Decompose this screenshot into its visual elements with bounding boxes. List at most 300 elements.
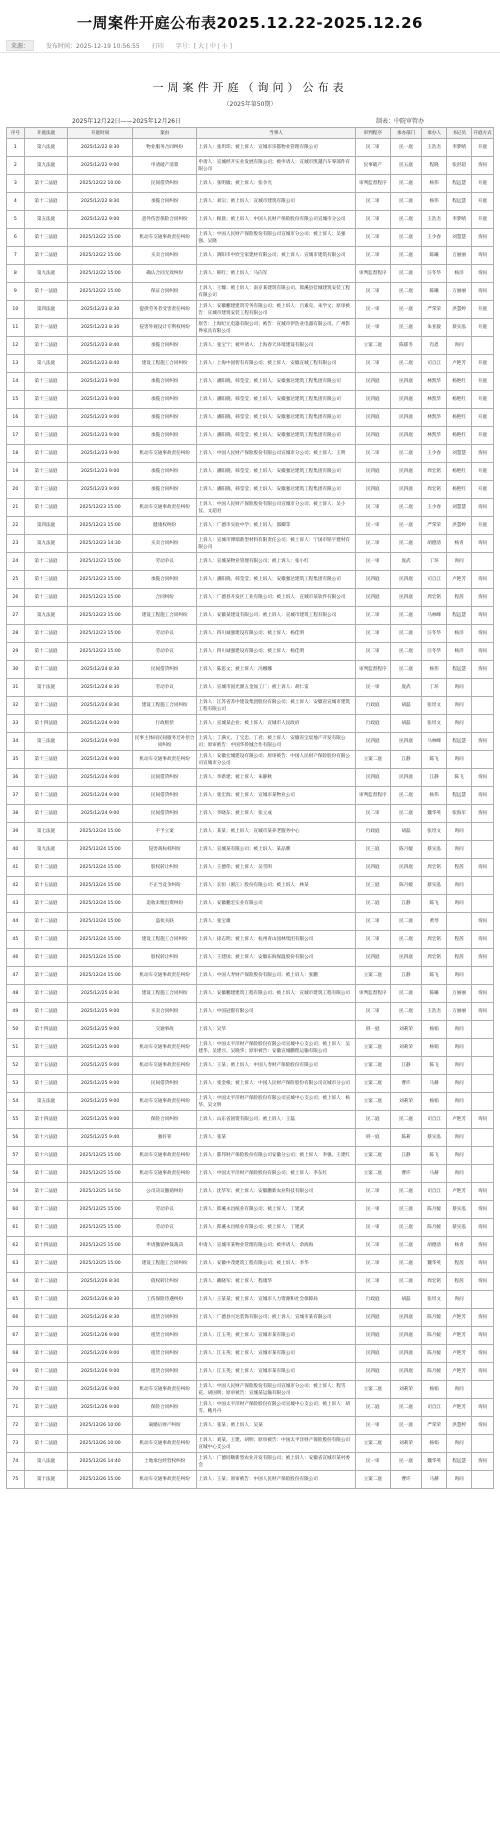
table-cell: 询问	[472, 1237, 494, 1255]
table-row	[7, 499, 494, 517]
table-cell: 第十二法庭	[24, 1183, 68, 1201]
table-cell: 第九法庭	[24, 157, 68, 175]
table-cell: 民二庭	[390, 535, 421, 553]
table-cell: 第十三法庭	[24, 1039, 68, 1057]
table-cell: 立案二庭	[355, 1147, 390, 1165]
table-cell: 立案二庭	[355, 1471, 390, 1489]
table-cell: 3	[7, 175, 25, 193]
table-cell: 上诉人：广德县开发区工业有限公司；被上诉人：宣城市某软件有限公司	[197, 589, 355, 607]
table-cell: 上诉人：王某；被上诉人：中国人寿财产保险股份有限公司	[197, 1057, 355, 1075]
table-cell: 民四庭	[390, 409, 421, 427]
table-cell: 程晓	[422, 157, 447, 175]
table-cell: 杨娟	[422, 1093, 447, 1111]
table-cell: 陈曦	[422, 283, 447, 301]
table-cell	[472, 877, 494, 895]
table-cell: 民四庭	[355, 373, 390, 391]
table-cell: 30	[7, 661, 25, 679]
table-cell: 开庭	[472, 409, 494, 427]
table-cell: 1	[7, 139, 25, 157]
table-cell: 第十二法庭	[24, 895, 68, 913]
table-cell: 民四庭	[390, 1309, 421, 1327]
table-cell	[472, 1435, 494, 1453]
table-cell: 2025/12/24 15:00	[68, 859, 133, 877]
table-row	[7, 427, 494, 445]
table-cell: 2025/12/23 8:40	[68, 355, 133, 373]
table-cell: 上诉人：顾晨；被上诉人：中国人民财产保险股份有限公司宣城市分公司	[197, 211, 355, 229]
table-cell: 询问	[472, 1273, 494, 1291]
table-cell: 2025/12/22 9:00	[68, 211, 133, 229]
header-cell: 开庭方式	[472, 128, 494, 139]
table-cell: 民一审	[355, 1201, 390, 1219]
table-cell: 开庭	[472, 517, 494, 535]
table-cell: 第十四法庭	[24, 1021, 68, 1039]
table-cell: 民四庭	[390, 373, 421, 391]
table-cell: 2025/12/25 9:40	[68, 1129, 133, 1147]
table-cell: 蔡实泓	[422, 1129, 447, 1147]
table-cell: 民三庭	[390, 1201, 421, 1219]
table-cell: 民四庭	[390, 463, 421, 481]
table-cell: 民四庭	[355, 949, 390, 967]
table-cell: 机动车交通事故责任纠纷	[132, 499, 197, 517]
table-cell: 承揽合同纠纷	[132, 337, 197, 355]
table-row	[7, 445, 494, 463]
table-cell: 机动车交通事故责任纠纷	[132, 1093, 197, 1111]
table-cell: 53	[7, 1075, 25, 1093]
table-cell: 民二庭	[390, 643, 421, 661]
table-cell: 申请破产清算	[132, 157, 197, 175]
table-cell: 民二审	[355, 607, 390, 625]
table-cell: 股权转让纠纷	[132, 949, 197, 967]
table-cell: 上诉人：吴华	[197, 1021, 355, 1039]
table-cell: 债权转让纠纷	[132, 1273, 197, 1291]
table-cell	[472, 679, 494, 697]
table-cell: 民四庭	[355, 859, 390, 877]
header-cell: 开庭法庭	[24, 128, 68, 139]
table-cell: 民二审	[355, 625, 390, 643]
table-cell: 民二庭	[390, 355, 421, 373]
table-cell: 2025/12/24 9:00	[68, 751, 133, 769]
table-cell: 立案二庭	[355, 1075, 390, 1093]
table-cell: 上诉人：安徽鹏建建筑工程有限公司；被上诉人：宣城市建筑工程有限公司	[197, 985, 355, 1003]
table-cell: 32	[7, 697, 25, 715]
font-size-switch[interactable]: 字号：[ 大 | 中 | 小 ]	[175, 42, 232, 50]
table-cell: 杨艳红	[447, 481, 472, 499]
table-cell: 2025/12/23 15:00	[68, 625, 133, 643]
table-cell: 程远慧	[447, 193, 472, 211]
table-cell: 民二审	[355, 139, 390, 157]
table-cell: 上诉人：中国太平洋财产保险股份有限公司宣城中心支公司；被上诉人：胡雪、鲍丹丹	[197, 1399, 355, 1417]
header-cell: 书记员	[447, 128, 472, 139]
table-cell: 陈飞	[422, 895, 447, 913]
table-cell: 张洪超	[447, 157, 472, 175]
table-cell: 洪慧婷	[447, 517, 472, 535]
table-cell: 机动车交通事故责任纠纷	[132, 1039, 197, 1057]
table-cell: 司自江	[422, 571, 447, 589]
table-row	[7, 1273, 494, 1291]
table-cell: 行政庭	[355, 1291, 390, 1309]
table-cell: 周宏铭	[422, 1273, 447, 1291]
table-row	[7, 265, 494, 283]
table-cell: 2025/12/24 15:00	[68, 877, 133, 895]
table-cell: 保证合同纠纷	[132, 283, 197, 301]
table-cell: 审判监督程序	[355, 985, 390, 1003]
table-cell: 民四庭	[390, 1327, 421, 1345]
table-cell: 上诉人：张宝雄	[197, 913, 355, 931]
table-cell: 询问	[447, 1075, 472, 1093]
table-cell: 2025/12/24 8:30	[68, 661, 133, 679]
table-cell: 开庭	[472, 463, 494, 481]
table-cell: 第十五法庭	[24, 1057, 68, 1075]
table-cell: 上诉人：张某	[197, 1129, 355, 1147]
table-cell: 上诉人：广德同顺新型农业开发有限公司；被上诉人：安徽省宣城市某村委会	[197, 1453, 355, 1471]
table-cell: 第十三法庭	[24, 229, 68, 247]
table-cell: 程茜	[447, 931, 472, 949]
table-cell: 承揽合同纠纷	[132, 391, 197, 409]
table-cell	[447, 913, 472, 931]
table-cell: 民四庭	[390, 481, 421, 499]
table-cell: 卢艳芳	[447, 1111, 472, 1129]
table-row	[7, 1165, 494, 1183]
table-cell: 民二庭	[390, 985, 421, 1003]
table-cell: 司自江	[422, 1111, 447, 1129]
table-cell: 民二庭	[390, 805, 421, 823]
table-cell	[472, 895, 494, 913]
table-cell: 民二庭	[390, 193, 421, 211]
table-cell: 2025/12/25 9:00	[68, 1003, 133, 1021]
table-cell: 民二庭	[390, 265, 421, 283]
table-cell: 2025/12/24 8:30	[68, 679, 133, 697]
table-cell: 胡德清	[422, 535, 447, 553]
table-cell: 马赫	[422, 1165, 447, 1183]
table-cell: 13	[7, 355, 25, 373]
table-cell: 申请撤销仲裁裁决	[132, 1237, 197, 1255]
table-cell: 69	[7, 1363, 25, 1381]
table-cell: 7	[7, 247, 25, 265]
table-cell: 第四法庭	[24, 517, 68, 535]
table-cell	[472, 553, 494, 571]
table-cell: 询问	[447, 715, 472, 733]
table-cell: 洪慧婷	[447, 1417, 472, 1435]
table-cell: 立案二庭	[355, 1093, 390, 1111]
table-cell: 意外伤害保险合同纠纷	[132, 211, 197, 229]
table-cell: 17	[7, 427, 25, 445]
table-cell: 71	[7, 1399, 25, 1417]
table-cell: 王少春	[422, 229, 447, 247]
table-cell: 询问	[472, 1327, 494, 1345]
table-cell: 27	[7, 607, 25, 625]
table-row	[7, 1183, 494, 1201]
table-cell: 49	[7, 1003, 25, 1021]
table-cell: 租赁合同纠纷	[132, 1309, 197, 1327]
table-cell: 汪冬华	[422, 625, 447, 643]
table-cell: 机动车交通事故责任纠纷	[132, 229, 197, 247]
table-cell: 2025/12/23 9:00	[68, 373, 133, 391]
table-cell: 上诉人：徐志明；被上诉人：杭州青山园林集团有限公司	[197, 931, 355, 949]
table-cell: 2025/12/23 15:00	[68, 589, 133, 607]
table-cell: 询问	[447, 1039, 472, 1057]
table-cell: 2025/12/25 15:00	[68, 1165, 133, 1183]
table-cell: 杨洋	[447, 265, 472, 283]
table-cell: 租赁合同纠纷	[132, 1363, 197, 1381]
table-row	[7, 715, 494, 733]
table-row	[7, 535, 494, 553]
table-cell: 43	[7, 895, 25, 913]
table-cell: 67	[7, 1327, 25, 1345]
table-cell: 开庭	[472, 211, 494, 229]
table-row	[7, 355, 494, 373]
table-cell: 上诉人：张宝宁；被申请人：上海春天环境建设有限公司	[197, 337, 355, 355]
table-cell: 2025/12/24 15:00	[68, 931, 133, 949]
table-cell: 周宏铭	[422, 949, 447, 967]
table-cell: 2025/12/23 9:00	[68, 409, 133, 427]
table-cell: 5	[7, 211, 25, 229]
table-cell: 2025/12/23 9:00	[68, 463, 133, 481]
table-cell: 上诉人：王臻；被上诉人：南京某建筑有限公司、郎溪县佳城建筑安装工程有限公司	[197, 283, 355, 301]
table-row	[7, 391, 494, 409]
table-cell: 上诉人：安徽中茂建筑工程有限公司；被上诉人：李华	[197, 1255, 355, 1273]
table-cell: 司自江	[422, 1399, 447, 1417]
table-cell: 机动车交通事故责任纠纷	[132, 967, 197, 985]
table-cell: 民一审	[355, 319, 390, 337]
table-cell: 第十六法庭	[24, 1129, 68, 1147]
table-cell: 第十三法庭	[24, 409, 68, 427]
table-cell: 第四法庭	[24, 301, 68, 319]
table-cell: 第十三法庭	[24, 427, 68, 445]
table-cell: 立案二庭	[355, 1435, 390, 1453]
table-cell: 审判监督程序	[355, 265, 390, 283]
table-cell: 2025/12/26 8:30	[68, 1309, 133, 1327]
table-row	[7, 1345, 494, 1363]
table-cell: 上诉人：山东省国资有限公司；被上诉人：王磊	[197, 1111, 355, 1129]
table-cell: 18	[7, 445, 25, 463]
table-cell: 第十二法庭	[24, 1291, 68, 1309]
table-cell: 民间借贷纠纷	[132, 805, 197, 823]
table-cell: 强奸罪	[132, 1129, 197, 1147]
table-cell: 民四庭	[390, 427, 421, 445]
table-cell: 2025/12/25 8:30	[68, 985, 133, 1003]
table-cell: 丁环	[422, 553, 447, 571]
table-cell: 询问	[447, 1093, 472, 1111]
table-cell: 民二庭	[390, 1237, 421, 1255]
table-cell: 47	[7, 967, 25, 985]
table-cell: 民一庭	[390, 301, 421, 319]
table-cell: 第十二法庭	[24, 913, 68, 931]
table-cell	[472, 1471, 494, 1489]
table-cell: 程远慧	[447, 787, 472, 805]
table-cell: 第十二法庭	[24, 1399, 68, 1417]
table-cell: 2025/12/26 9:00	[68, 1399, 133, 1417]
table-cell: 第十三法庭	[24, 1381, 68, 1399]
table-cell: 万丽丽	[447, 247, 472, 265]
table-cell	[472, 1075, 494, 1093]
table-cell: 2025/12/24 9:00	[68, 787, 133, 805]
table-cell: 第十三法庭	[24, 1075, 68, 1093]
table-cell: 民二庭	[390, 787, 421, 805]
table-row	[7, 229, 494, 247]
table-cell: 上诉人：某某；被上诉人：宣城市某养老服务中心	[197, 823, 355, 841]
table-cell: 民五庭	[390, 157, 421, 175]
table-cell: 第八法庭	[24, 355, 68, 373]
table-cell	[472, 1093, 494, 1111]
table-cell: 程茜	[447, 1273, 472, 1291]
table-cell: 询问	[472, 949, 494, 967]
table-cell: 民二庭	[390, 931, 421, 949]
table-cell: 14	[7, 373, 25, 391]
table-row	[7, 247, 494, 265]
table-cell: 刑一庭	[355, 1021, 390, 1039]
table-cell: 开庭	[472, 373, 494, 391]
table-cell: 陈飞	[422, 1147, 447, 1165]
table-cell: 民二审	[355, 913, 390, 931]
table-cell: 民一审	[355, 1219, 390, 1237]
table-cell: 张坦文	[422, 715, 447, 733]
table-cell: 胡磊	[390, 697, 421, 715]
table-cell: 杨娟	[422, 1021, 447, 1039]
table-cell: 36	[7, 769, 25, 787]
table-cell: 司自江	[422, 1183, 447, 1201]
table-cell: 2025/12/24 15:00	[68, 913, 133, 931]
table-row	[7, 1381, 494, 1399]
table-cell: 第十三法庭	[24, 805, 68, 823]
table-cell: 2025/12/26 9:00	[68, 1363, 133, 1381]
table-cell: 开庭	[472, 193, 494, 211]
table-cell: 2025/12/25 14:50	[68, 1183, 133, 1201]
table-cell: 第十法庭	[24, 679, 68, 697]
table-cell: 杨伟	[422, 787, 447, 805]
table-cell: 民间借贷纠纷	[132, 661, 197, 679]
table-cell: 上诉人：中国太平洋财产保险股份有限公司宣城中心支公司；被上诉人：杨华、吴文明	[197, 1093, 355, 1111]
table-cell: 民二庭	[390, 283, 421, 301]
table-cell: 周宏铭	[422, 589, 447, 607]
table-cell: 52	[7, 1057, 25, 1075]
table-cell: 上诉人：江玉英；被上诉人：宣城市某有限公司	[197, 1363, 355, 1381]
table-cell: 41	[7, 859, 25, 877]
table-cell: 74	[7, 1453, 25, 1471]
table-cell: 民一庭	[390, 139, 421, 157]
table-cell	[472, 1381, 494, 1399]
table-cell: 第五法庭	[24, 1093, 68, 1111]
table-cell: 2025/12/24 15:00	[68, 895, 133, 913]
table-cell: 上诉人：中国太平洋财产保险股份有限公司宣城中心支公司；被上诉人：吴建华、吴建兴、吴晓华；原审被告：安徽宣城鹏程运输有限公司	[197, 1039, 355, 1057]
table-cell: 第十五法庭	[24, 877, 68, 895]
table-cell: 上诉人：张金根；被上诉人：中国人民财产保险股份有限公司宣城市分公司	[197, 1075, 355, 1093]
table-cell: 第十二法庭	[24, 1273, 68, 1291]
table-cell: 63	[7, 1255, 25, 1273]
table-cell: 2025/12/25 9:00	[68, 1111, 133, 1129]
table-cell: 立案二庭	[355, 1057, 390, 1075]
table-cell: 询问	[447, 337, 472, 355]
table-cell: 建设工程施工合同纠纷	[132, 931, 197, 949]
table-cell: 卢艳芳	[447, 571, 472, 589]
table-cell: 民二审	[355, 931, 390, 949]
table-cell: 黄琴	[422, 913, 447, 931]
table-cell: 询问	[472, 607, 494, 625]
sheet-info	[6, 116, 494, 125]
table-row	[7, 949, 494, 967]
table-cell: 开庭	[472, 391, 494, 409]
table-cell: 2025/12/23 15:00	[68, 607, 133, 625]
table-row	[7, 1309, 494, 1327]
table-cell: 询问	[472, 769, 494, 787]
table-cell: 民二庭	[390, 175, 421, 193]
header-cell: 承办部门	[390, 128, 421, 139]
table-cell: 2025/12/23 15:00	[68, 499, 133, 517]
table-cell: 民二审	[355, 499, 390, 517]
table-cell: 王浩杰	[422, 139, 447, 157]
table-cell: 民二审	[355, 1237, 390, 1255]
table-cell: 询问	[472, 589, 494, 607]
table-cell: 开庭	[472, 319, 494, 337]
table-cell: 第六法庭	[24, 139, 68, 157]
table-cell: 上诉人：郎溪永昌纸业有限公司；被上诉人：丁建武	[197, 1201, 355, 1219]
table-cell: 民二庭	[390, 1183, 421, 1201]
table-cell: 合同纠纷	[132, 589, 197, 607]
print-button[interactable]: 打印	[151, 42, 164, 50]
table-row	[7, 625, 494, 643]
table-cell: 张坦文	[422, 1291, 447, 1309]
table-row	[7, 1093, 494, 1111]
table-cell: 2025/12/22 15:00	[68, 283, 133, 301]
table-row	[7, 193, 494, 211]
table-cell: 程茜	[447, 949, 472, 967]
table-cell: 杨艳红	[447, 409, 472, 427]
table-cell: 上诉人：广德县兴达装饰有限公司；被上诉人：宣城市某有限公司	[197, 1309, 355, 1327]
table-cell	[472, 337, 494, 355]
table-cell: 第十二法庭	[24, 445, 68, 463]
table-cell	[472, 1165, 494, 1183]
table-cell: 股权转让纠纷	[132, 859, 197, 877]
table-cell: 审判监督程序	[355, 787, 390, 805]
table-row	[7, 805, 494, 823]
table-cell: 2025/12/24 15:00	[68, 949, 133, 967]
table-cell: 2025/12/24 8:30	[68, 697, 133, 715]
table-cell: 林凯华	[422, 409, 447, 427]
table-row	[7, 319, 494, 337]
table-cell: 2025/12/25 15:00	[68, 1147, 133, 1165]
table-cell: 民一庭	[390, 1417, 421, 1435]
table-row	[7, 1219, 494, 1237]
table-cell: 程远慧	[447, 661, 472, 679]
table-cell: 陈飞	[422, 967, 447, 985]
table-cell: 上诉人：中国人寿财产保险股份有限公司；被上诉人：张鹏	[197, 967, 355, 985]
table-cell: 肖恩	[422, 337, 447, 355]
table-cell: 75	[7, 1471, 25, 1489]
table-cell: 蔡实泓	[422, 877, 447, 895]
table-cell: 23	[7, 535, 25, 553]
table-row	[7, 607, 494, 625]
table-cell: 2025/12/24 9:00	[68, 733, 133, 751]
table-cell: 公司决议撤销纠纷	[132, 1183, 197, 1201]
table-cell: 上诉人：都邦财产保险股份有限公司安徽分公司；被上诉人：李强、王建红	[197, 1147, 355, 1165]
table-cell: 杨青	[447, 535, 472, 553]
table-cell: 上诉人：江玉英；被上诉人：宣城市某有限公司	[197, 1345, 355, 1363]
table-cell: 上诉人：张某；被上诉人：吴某	[197, 1417, 355, 1435]
table-cell: 询问	[472, 1417, 494, 1435]
table-cell: 陈曦	[422, 247, 447, 265]
schedule-table	[6, 127, 494, 1489]
table-cell: 询问	[472, 247, 494, 265]
table-cell: 询问	[472, 733, 494, 751]
table-cell: 汪冬华	[422, 265, 447, 283]
table-cell	[472, 823, 494, 841]
table-cell: 确认合同无效纠纷	[132, 265, 197, 283]
table-cell: 机动车交通事故责任纠纷	[132, 751, 197, 769]
table-cell: 卢艳芳	[447, 1183, 472, 1201]
table-cell: 民一庭	[390, 1453, 421, 1471]
table-cell: 上诉人：韩红；被上诉人：马向军	[197, 265, 355, 283]
table-row	[7, 931, 494, 949]
table-cell: 询问	[472, 1309, 494, 1327]
